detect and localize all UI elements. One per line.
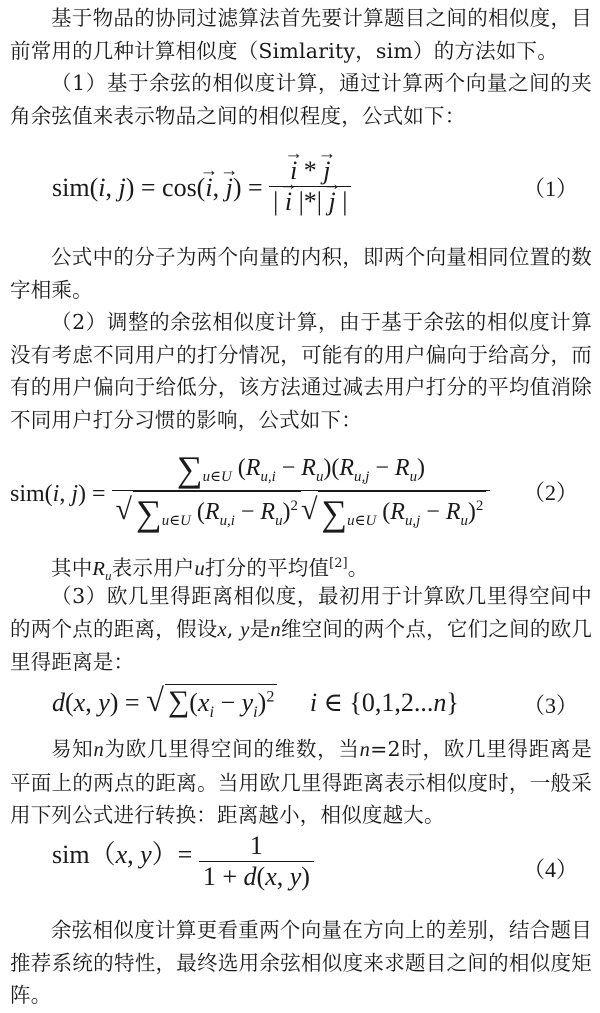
- paragraph-cosine-method: （1）基于余弦的相似度计算，通过计算两个向量之间的夹角余弦值来表示物品之间的相似程度，公式如下：: [10, 71, 592, 128]
- p5-text-a: 其中: [51, 555, 93, 580]
- p6-text-b: 是: [249, 616, 271, 641]
- p5-text-b: 表示用户: [111, 555, 195, 580]
- equation-3-body: d(x, y) = √ $\sum(x_i - y_i)^2$ i ∈ {0,1,2...n}: [52, 683, 459, 722]
- equation-2-body: sim(i, j) = $\frac{\sum_{u\in U} (R_{u,i} - R_u)(R_{u,j} - R_u)}{√ \sum_{u\in U} (R_{u,i} - R_u)^2 √ \sum_{u\in U} (R_{u,j} - R_u)^2}$: [10, 448, 490, 534]
- equation-2: [0, 436, 600, 540]
- equation-1-body: sim(i, j) = cos(→ i, → j) = → $\frac{i * \to j}{| \to i |*| \to j |}$: [52, 156, 351, 217]
- paragraph-euclidean: （3）欧几里得距离相似度，最初用于计算欧几里得空间中的两个点的距离，假设x, y是n维空间的两个点，它们之间的欧几里得距离是：: [10, 584, 593, 674]
- equation-4: [0, 825, 600, 907]
- p7-text-b: 为欧几里得空间的维数，当: [103, 737, 360, 761]
- p5-text-end: 。: [347, 555, 369, 580]
- equation-3: [0, 675, 600, 727]
- equation-1: [0, 134, 600, 226]
- paragraph-ru-definition: 其中$R_u$表示用户u打分的平均值[2]。: [51, 555, 369, 583]
- equation-1-number: （1）: [522, 176, 578, 201]
- equation-4-body: sim（x, y）= $\frac{1}{1 + d(x, y)}$: [52, 831, 314, 892]
- p7-text-a: 易知: [51, 737, 94, 761]
- paragraph-cosine-note: 公式中的分子为两个向量的内积，即两个向量相同位置的数字相乘。: [10, 245, 592, 302]
- paragraph-adjusted-cosine: （2）调整的余弦相似度计算，由于基于余弦的相似度计算没有考虑不同用户的打分情况，可能有的用户偏向于给高分，而有的用户偏向于给低分，该方法通过减去用户打分的平均值消除不同用户打分习惯的影响，公式如下：: [10, 310, 592, 432]
- p7-text-c: =2时，欧几里得距离是平面上的两点的距离。当用欧几里得距离表示相似度时，一般采用下列公式进行转换：距离越小，相似度越大。: [10, 737, 592, 827]
- paragraph-dimension-note: 易知n为欧几里得空间的维数，当n=2时，欧几里得距离是平面上的两点的距离。当用欧几里得距离表示相似度时，一般采用下列公式进行转换：距离越小，相似度越大。: [10, 737, 592, 827]
- paragraph-intro: 基于物品的协同过滤算法首先要计算题目之间的相似度，目前常用的几种计算相似度（Simlarity，sim）的方法如下。: [10, 6, 592, 63]
- citation-ref: [2]: [329, 555, 348, 570]
- equation-4-number: （4）: [522, 857, 578, 882]
- p6-text-a: （3）欧几里得距离相似度，最初用于计算欧几里得空间中的两个点的距离，假设: [10, 584, 592, 641]
- equation-2-number: （2）: [522, 480, 578, 505]
- p6-text-c: 维空间的两个点，它们之间的欧几里得距离是：: [10, 616, 593, 674]
- equation-3-number: （3）: [522, 693, 578, 718]
- p5-text-c: 打分的平均值: [204, 555, 330, 580]
- paragraph-conclusion: 余弦相似度计算更看重两个向量在方向上的差别，结合题目推荐系统的特性，最终选用余弦相似度来求题目之间的相似度矩阵。: [10, 918, 592, 1007]
